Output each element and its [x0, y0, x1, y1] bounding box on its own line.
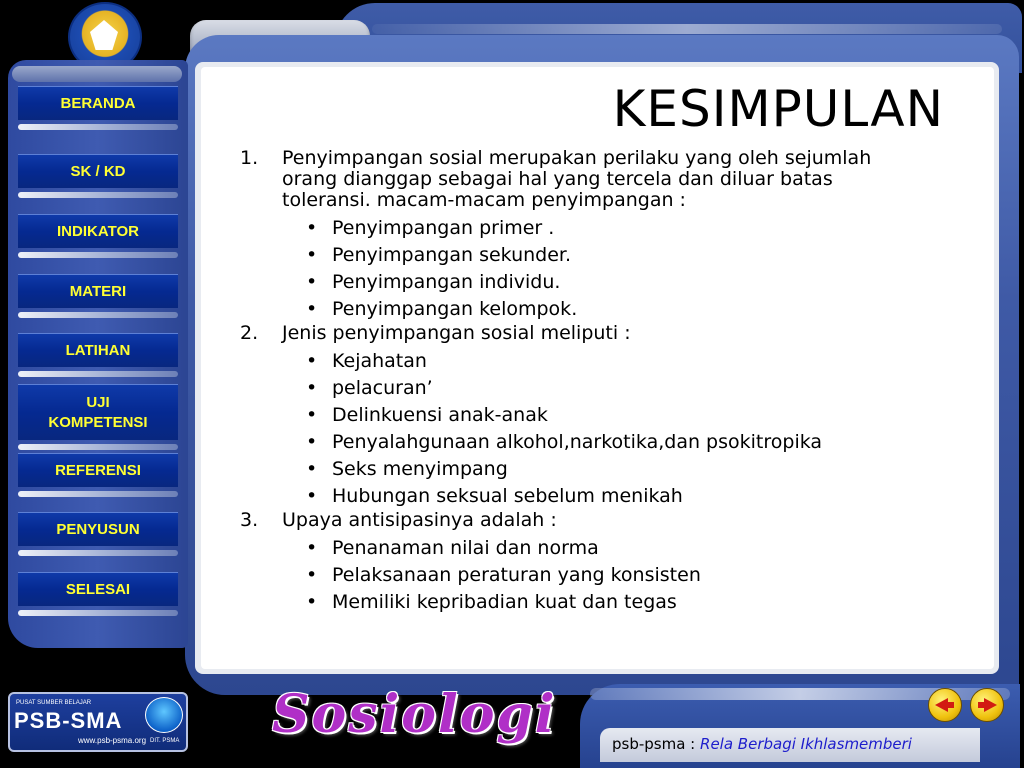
bullet-icon: • — [306, 537, 318, 559]
arrow-right-icon[interactable] — [970, 688, 1004, 722]
bullet-text: Memiliki kepribadian kuat dan tegas — [332, 591, 677, 613]
bullet-text: Hubungan seksual sebelum menikah — [332, 485, 683, 507]
bullet-item — [240, 562, 930, 589]
bullet-text: Penyalahgunaan alkohol,narkotika,dan psokitropika — [332, 431, 823, 453]
bullet-text: Penyimpangan sekunder. — [332, 244, 572, 266]
bullet-icon: • — [306, 350, 318, 372]
bullet-icon: • — [306, 591, 318, 613]
subject-wordmark: Sosiologi — [272, 684, 557, 745]
bullet-item — [240, 456, 930, 483]
bullet-text: Seks menyimpang — [332, 458, 508, 480]
bullet-icon: • — [306, 217, 318, 239]
bullet-icon: • — [306, 485, 318, 507]
logo-url-text: www.psb-psma.org — [78, 736, 147, 745]
list-text: toleransi. macam-macam penyimpangan : — [282, 189, 686, 211]
nav-latihan[interactable]: LATIHAN — [18, 333, 178, 367]
bullet-text: Pelaksanaan peraturan yang konsisten — [332, 564, 701, 586]
list-item — [240, 510, 930, 531]
page-title: KESIMPULAN — [612, 80, 944, 138]
bullet-icon: • — [306, 271, 318, 293]
bullet-item — [240, 215, 930, 242]
footer-tagline: Rela Berbagi Ikhlasmemberi — [700, 735, 912, 753]
bullet-item — [240, 242, 930, 269]
logo-main-text: PSB-SMA — [14, 708, 123, 733]
nav-beranda[interactable]: BERANDA — [18, 86, 178, 120]
bullet-icon: • — [306, 404, 318, 426]
footer-site-label: psb-psma : — [612, 735, 701, 753]
list-text: orang dianggap sebagai hal yang tercela dan diluar batas — [282, 168, 833, 190]
bullet-item — [240, 402, 930, 429]
list-text: Jenis penyimpangan sosial meliputi : — [282, 322, 631, 344]
list-number: 2. — [240, 322, 259, 344]
logo-top-text: PUSAT SUMBER BELAJAR — [16, 700, 92, 706]
nav-indikator[interactable]: INDIKATOR — [18, 214, 178, 248]
nav-separator — [18, 550, 178, 556]
bullet-text: Kejahatan — [332, 350, 427, 372]
list-text: Upaya antisipasinya adalah : — [282, 509, 557, 531]
logo-globe-icon — [145, 697, 183, 733]
list-item — [240, 323, 930, 344]
frame-highlight — [372, 24, 1002, 34]
bullet-item — [240, 296, 930, 323]
nav-separator — [18, 371, 178, 377]
nav-separator — [18, 124, 178, 130]
bullet-icon: • — [306, 377, 318, 399]
nav-penyusun[interactable]: PENYUSUN — [18, 512, 178, 546]
bullet-item — [240, 535, 930, 562]
bullet-item — [240, 375, 930, 402]
bullet-text: pelacuran’ — [332, 377, 433, 399]
bullet-text: Penanaman nilai dan norma — [332, 537, 599, 559]
bullet-item — [240, 589, 930, 616]
nav-materi[interactable]: MATERI — [18, 274, 178, 308]
sidebar-cap — [12, 66, 182, 82]
bullet-text: Penyimpangan primer . — [332, 217, 555, 239]
nav-separator — [18, 491, 178, 497]
content-list — [240, 148, 930, 616]
list-text: Penyimpangan sosial merupakan perilaku yang oleh sejumlah — [282, 147, 872, 169]
logo-sub-text: DIT. PSMA — [150, 738, 180, 744]
list-number: 3. — [240, 509, 259, 531]
nav-separator — [18, 192, 178, 198]
nav-sk-kd[interactable]: SK / KD — [18, 154, 178, 188]
nav-selesai[interactable]: SELESAI — [18, 572, 178, 606]
nav-separator — [18, 252, 178, 258]
bullet-icon: • — [306, 298, 318, 320]
nav-uji-kompetensi[interactable]: UJI KOMPETENSI — [18, 384, 178, 440]
bullet-icon: • — [306, 564, 318, 586]
nav-separator — [18, 610, 178, 616]
arrow-left-icon[interactable] — [928, 688, 962, 722]
bullet-text: Penyimpangan kelompok. — [332, 298, 578, 320]
bullet-text: Penyimpangan individu. — [332, 271, 561, 293]
footer-text — [612, 735, 912, 753]
bullet-icon: • — [306, 431, 318, 453]
bullet-icon: • — [306, 244, 318, 266]
bullet-item — [240, 269, 930, 296]
bullet-item — [240, 429, 930, 456]
bullet-item — [240, 483, 930, 510]
bullet-item — [240, 348, 930, 375]
bullet-text: Delinkuensi anak-anak — [332, 404, 548, 426]
nav-referensi[interactable]: REFERENSI — [18, 453, 178, 487]
list-number: 1. — [240, 147, 259, 169]
list-item — [240, 148, 930, 211]
nav-separator — [18, 444, 178, 450]
nav-separator — [18, 312, 178, 318]
bullet-icon: • — [306, 458, 318, 480]
